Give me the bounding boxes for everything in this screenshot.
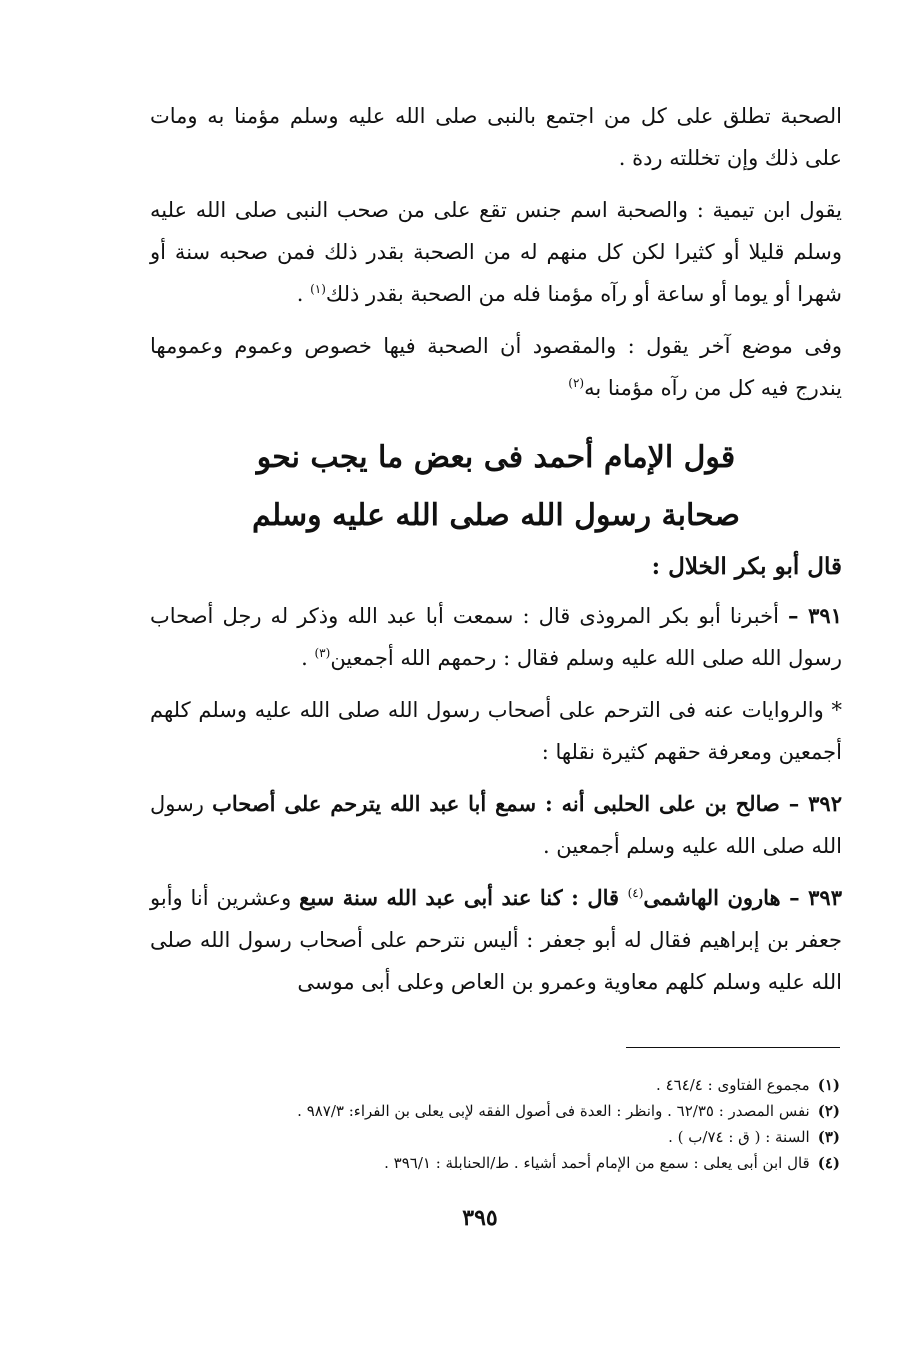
narration-text: وعشرين أنا وأبو جعفر بن إبراهيم فقال له أبو جعفر : أليس نترحم على أصحاب رسول الله صلى الله عليه وسلم كلهم معاوية وعمرو بن العاص وعلى أبى موسى — [150, 886, 842, 994]
section-heading-line-2: صحابة رسول الله صلى الله عليه وسلم — [252, 498, 740, 533]
narration-chain: قال : كنا عند أبى عبد الله سنة سبع — [299, 885, 628, 910]
footnote-item — [190, 1098, 840, 1124]
narration-text: رسول الله صلى الله عليه وسلم أجمعين . — [150, 792, 842, 858]
paragraph-text: الصحبة تطلق على كل من اجتمع بالنبى صلى الله عليه وسلم مؤمنا به ومات على ذلك وإن تخللته ردة . — [150, 104, 842, 170]
paragraph-text: يقول ابن تيمية : والصحبة اسم جنس تقع على من صحب النبى صلى الله عليه وسلم قليلا أو كثيرا لكن كل منهم له من الصحبة بقدر ذلك فمن صحبه سنة أو شهرا أو يوما أو ساعة أو رآه مؤمنا فله من الصحبة بقدر ذلك — [150, 198, 842, 306]
footnote-reference[interactable]: (٣) — [314, 646, 331, 660]
page-number: ٣٩٥ — [462, 1205, 498, 1231]
narration-number: ٣٩١ – — [787, 603, 842, 628]
footnote-marker: (١) — [817, 1076, 840, 1094]
footnote-item — [190, 1072, 840, 1098]
footnotes — [190, 1072, 840, 1176]
narration-392 — [150, 783, 842, 867]
paragraph-another-place-quote — [150, 325, 842, 409]
narration-number: ٣٩٢ – — [788, 791, 842, 816]
footnote-item — [190, 1124, 840, 1150]
footnote-reference[interactable]: (٢) — [568, 376, 585, 390]
footnote-text: نفس المصدر : ٦٢/٣٥ . وانظر : العدة فى أصول الفقه لإبى يعلى بن الفراء: ٩٨٧/٣ . — [297, 1102, 810, 1120]
footnote-text: مجموع الفتاوى : ٤٦٤/٤ . — [656, 1076, 810, 1094]
footnote-marker: (٢) — [817, 1102, 840, 1120]
footnote-separator — [626, 1047, 840, 1048]
narration-391 — [150, 595, 842, 679]
narration-393 — [150, 877, 842, 1003]
page-body — [150, 95, 842, 1013]
footnote-marker: (٤) — [817, 1154, 840, 1172]
paragraph-text: وفى موضع آخر يقول : والمقصود أن الصحبة فيها خصوص وعموم وعمومها يندرج فيه كل من رآه مؤمنا به — [150, 334, 842, 400]
footnote-marker: (٣) — [817, 1128, 840, 1146]
narration-text: أخبرنا أبو بكر المروذى قال : سمعت أبا عبد الله وذكر له رجل أصحاب رسول الله صلى الله عليه وسلم فقال : رحمهم الله أجمعين — [150, 604, 842, 670]
narrator-subheading: قال أبو بكر الخلال : — [651, 553, 842, 580]
section-heading — [150, 429, 842, 545]
narrator-name: هارون الهاشمى — [643, 885, 790, 910]
footnote-item — [190, 1150, 840, 1176]
paragraph-ibn-taymiyya-quote — [150, 189, 842, 315]
section-heading-line-1: قول الإمام أحمد فى بعض ما يجب نحو — [256, 440, 736, 475]
footnote-reference[interactable]: (٤) — [627, 886, 644, 900]
narration-number: ٣٩٣ – — [789, 885, 842, 910]
narrations-note — [150, 689, 842, 773]
footnote-text: السنة : ( ق : ٧٤/ب ) . — [668, 1128, 810, 1146]
narration-end: . — [301, 646, 315, 670]
footnote-text: قال ابن أبى يعلى : سمع من الإمام أحمد أشياء . ط/الحنابلة : ٣٩٦/١ . — [384, 1154, 810, 1172]
footnote-reference[interactable]: (١) — [310, 282, 326, 296]
note-text: * والروايات عنه فى الترحم على أصحاب رسول الله صلى الله عليه وسلم كلهم أجمعين ومعرفة حقهم كثيرة نقلها : — [150, 698, 842, 764]
paragraph-sahaba-definition — [150, 95, 842, 179]
narration-chain: صالح بن على الحلبى أنه : سمع أبا عبد الله يترحم على أصحاب — [212, 791, 789, 816]
paragraph-end: . — [296, 282, 311, 306]
